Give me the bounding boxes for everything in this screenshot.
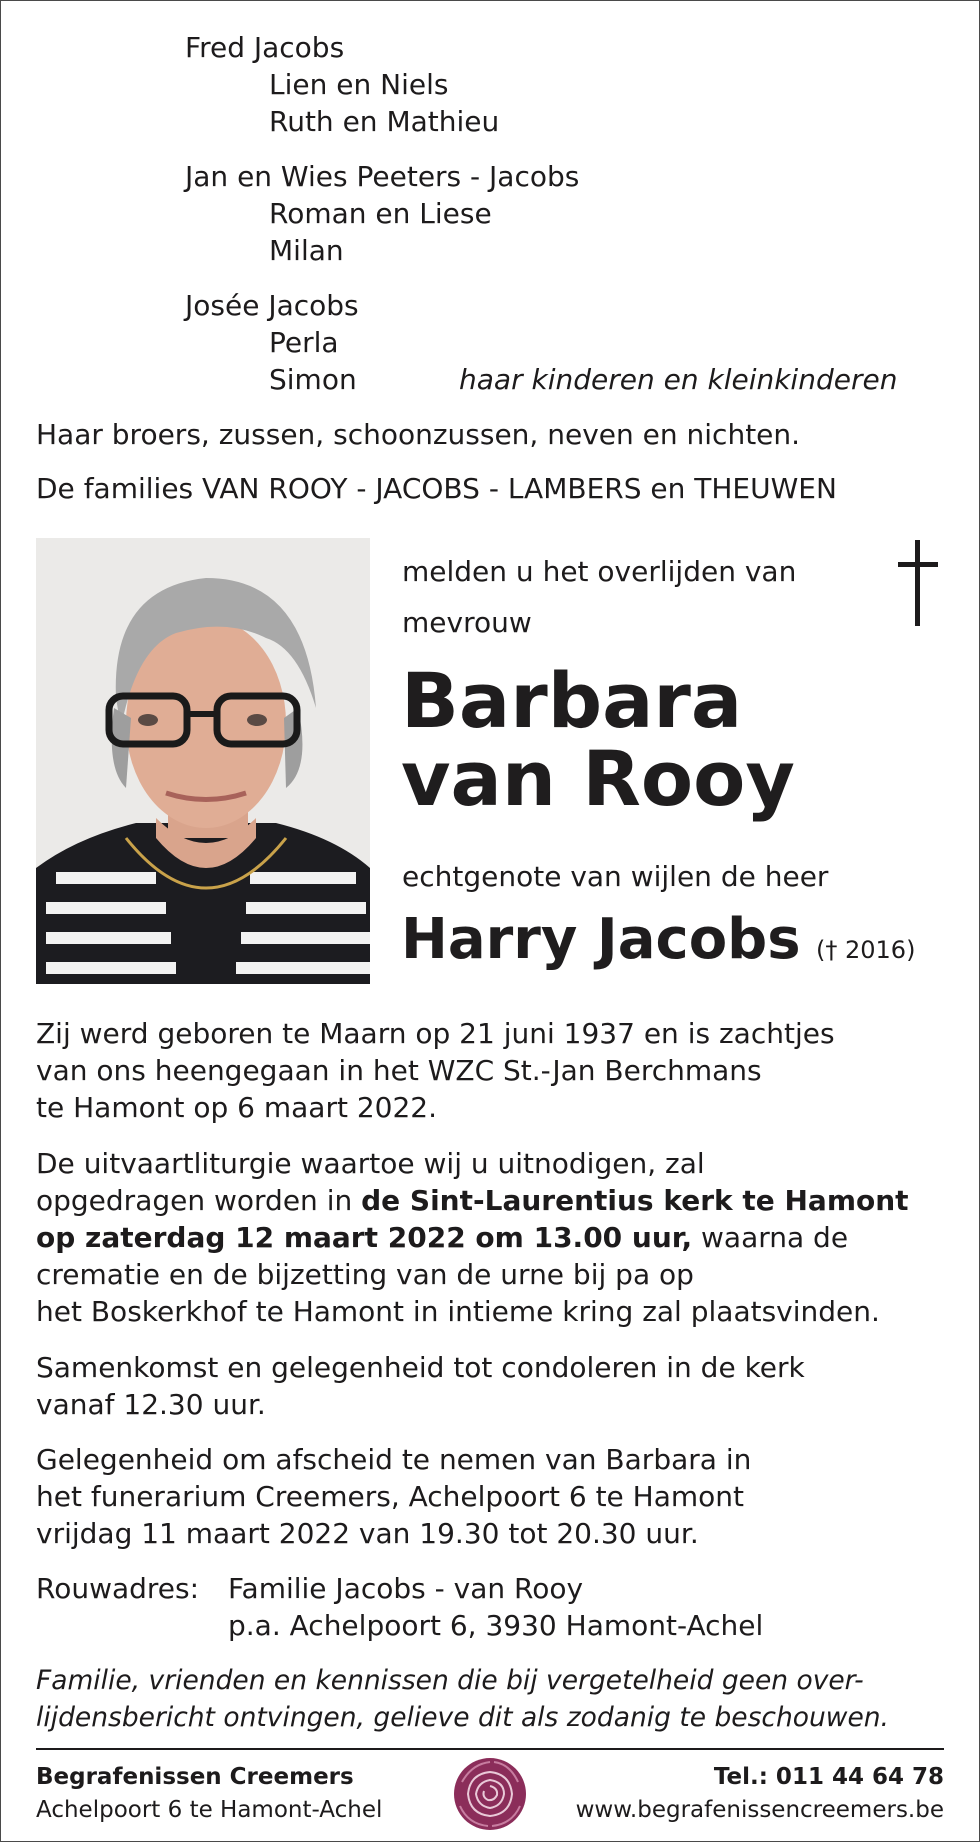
address-line: Familie Jacobs - van Rooy	[228, 1572, 584, 1605]
birth-line: te Hamont op 6 maart 2022.	[36, 1091, 438, 1124]
gathering-line: Samenkomst en gelegenheid tot condoleren in de kerk	[36, 1351, 805, 1384]
announce-title: mevrouw	[402, 606, 532, 639]
portrait-photo	[36, 538, 370, 984]
phone-number[interactable]: Tel.: 011 44 64 78	[713, 1764, 944, 1790]
deceased-first-name: Barbara	[401, 656, 743, 745]
birth-line: van ons heengegaan in het WZC St.-Jan Berchmans	[36, 1054, 762, 1087]
family-head: Josée Jacobs	[185, 289, 359, 322]
spouse-intro: echtgenote van wijlen de heer	[402, 860, 829, 893]
website-link[interactable]: www.begrafenissencreemers.be	[575, 1797, 944, 1823]
service-datetime: op zaterdag 12 maart 2022 om 13.00 uur,	[36, 1221, 693, 1254]
spouse-death-year: († 2016)	[816, 936, 916, 964]
farewell-line: het funerarium Creemers, Achelpoort 6 te Hamont	[36, 1480, 745, 1513]
family-member: Ruth en Mathieu	[269, 105, 500, 138]
relatives-line: Haar broers, zussen, schoonzussen, neven en nichten.	[36, 418, 801, 451]
gathering-line: vanaf 12.30 uur.	[36, 1388, 266, 1421]
funeral-company-address: Achelpoort 6 te Hamont-Achel	[36, 1797, 383, 1823]
liturgy-text: opgedragen worden in	[36, 1184, 362, 1217]
liturgy-line	[36, 1182, 909, 1220]
liturgy-line: het Boskerkhof te Hamont in intieme kring zal plaatsvinden.	[36, 1295, 880, 1328]
cross-icon	[896, 536, 940, 630]
birth-line: Zij werd geboren te Maarn op 21 juni 1937 en is zachtjes	[36, 1017, 835, 1050]
family-member: Roman en Liese	[269, 197, 492, 230]
spouse-name: Harry Jacobs	[401, 907, 801, 972]
family-member: Perla	[269, 326, 339, 359]
liturgy-line	[36, 1219, 848, 1257]
funeral-company: Begrafenissen Creemers	[36, 1764, 354, 1790]
footer-divider	[36, 1748, 944, 1750]
rose-logo-icon	[452, 1756, 528, 1832]
deceased-last-name: van Rooy	[401, 734, 795, 823]
liturgy-line: De uitvaartliturgie waartoe wij u uitnodigen, zal	[36, 1147, 705, 1180]
liturgy-text: waarna de	[692, 1221, 849, 1254]
children-note: haar kinderen en kleinkinderen	[459, 363, 898, 396]
liturgy-line: crematie en de bijzetting van de urne bij pa op	[36, 1258, 694, 1291]
family-member: Simon	[269, 363, 357, 396]
farewell-line: vrijdag 11 maart 2022 van 19.30 tot 20.30 uur.	[36, 1517, 699, 1550]
notice-line: lijdensbericht ontvingen, gelieve dit als zodanig te beschouwen.	[36, 1702, 889, 1733]
address-label: Rouwadres:	[36, 1572, 200, 1605]
notice-line: Familie, vrienden en kennissen die bij vergetelheid geen over-	[36, 1665, 864, 1696]
family-head: Fred Jacobs	[185, 31, 345, 64]
families-line: De families VAN ROOY - JACOBS - LAMBERS en THEUWEN	[36, 472, 837, 505]
farewell-line: Gelegenheid om afscheid te nemen van Barbara in	[36, 1443, 752, 1476]
church-name: de Sint-Laurentius kerk te Hamont	[361, 1184, 909, 1217]
family-member: Lien en Niels	[269, 68, 449, 101]
address-line: p.a. Achelpoort 6, 3930 Hamont-Achel	[228, 1609, 764, 1642]
family-head: Jan en Wies Peeters - Jacobs	[185, 160, 580, 193]
announce-line: melden u het overlijden van	[402, 555, 797, 588]
family-member: Milan	[269, 234, 344, 267]
